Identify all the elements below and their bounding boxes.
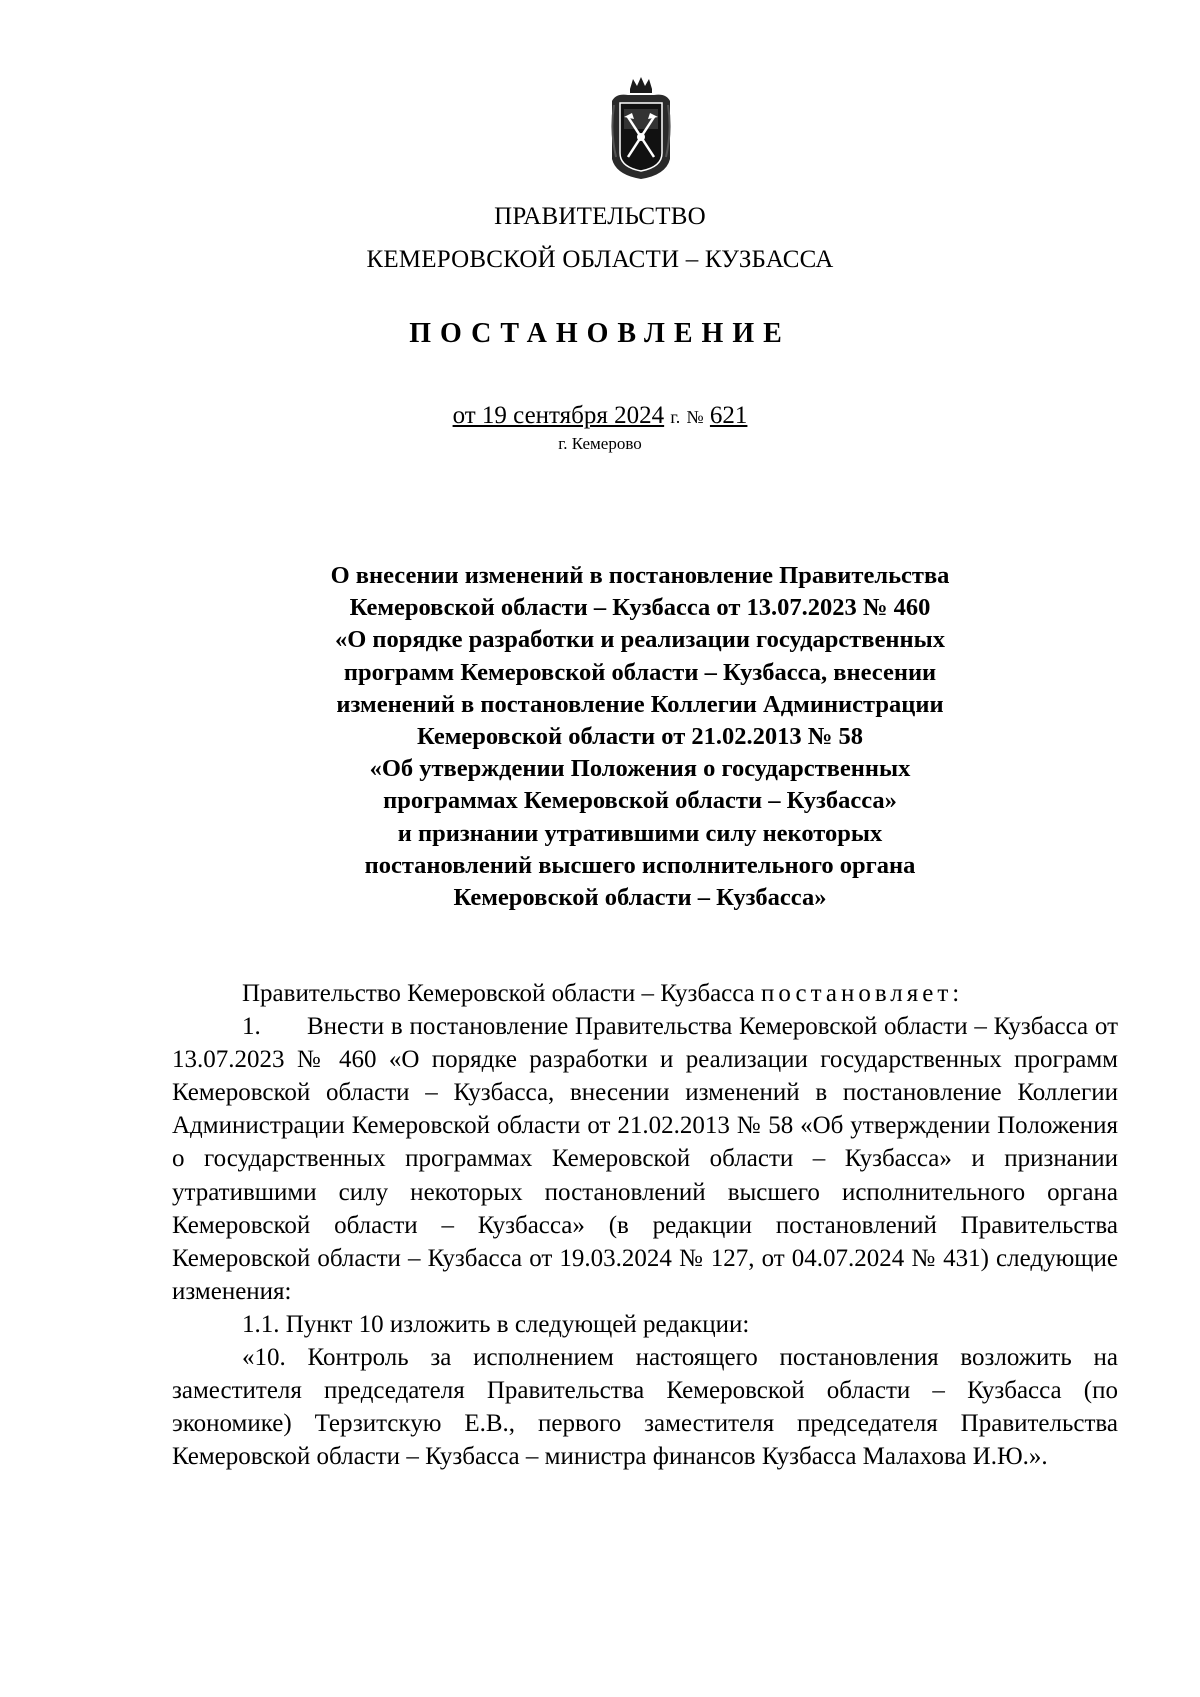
title-line: программах Кемеровской области – Кузбасса» bbox=[383, 787, 897, 815]
item-1-paragraph bbox=[172, 1010, 1118, 1308]
document-body bbox=[172, 977, 1118, 1473]
city: г. Кемерово bbox=[558, 434, 642, 453]
item-1-number: 1. bbox=[242, 1013, 261, 1041]
document-date: от 19 сентября 2024 bbox=[452, 402, 665, 429]
title-line: Кемеровской области от 21.02.2013 № 58 bbox=[417, 723, 863, 751]
date-number-line bbox=[0, 402, 1200, 430]
year-suffix: г. bbox=[670, 407, 681, 427]
intro-paragraph bbox=[172, 977, 1118, 1010]
title-line: Кемеровской области – Кузбасса» bbox=[453, 884, 827, 912]
document-title bbox=[260, 560, 1020, 914]
title-line: «О порядке разработки и реализации государственных bbox=[335, 626, 945, 654]
number-sign: № bbox=[686, 407, 704, 427]
org-name-line-2: КЕМЕРОВСКОЙ ОБЛАСТИ – КУЗБАССА bbox=[366, 246, 834, 273]
title-line: программ Кемеровской области – Кузбасса, внесении bbox=[343, 658, 937, 686]
title-line: «Об утверждении Положения о государственных bbox=[369, 755, 911, 783]
title-line: изменений в постановление Коллегии Администрации bbox=[336, 690, 944, 718]
item-1-text: Внести в постановление Правительства Кемеровской области – Кузбасса от 13.07.2023 № 460 «О порядке разработки и реализации государственных программ Кемеровской области – Кузбасса, внесении изменений в постановление Коллегии Администрации Кемеровской области от 21.02.2013 № 58 «Об утверждении Положения о государственных программах Кемеровской области – Кузбасса» и признании утратившими силу некоторых постановлений высшего исполнительного органа Кемеровской области – Кузбасса» (в редакции постановлений Правительства Кемеровской области – Кузбасса от 19.03.2024 № 127, от 04.07.2024 № 431) следующие изменения: bbox=[172, 1013, 1118, 1305]
item-1-1-paragraph: 1.1. Пункт 10 изложить в следующей редакции: bbox=[242, 1310, 750, 1338]
org-name-line-1: ПРАВИТЕЛЬСТВО bbox=[494, 203, 706, 230]
intro-verb: постановляет: bbox=[761, 980, 964, 1007]
document-type: ПОСТАНОВЛЕНИЕ bbox=[409, 318, 791, 349]
intro-text: Правительство Кемеровской области – Кузбасса bbox=[242, 980, 762, 1007]
item-1-1-quote: «10. Контроль за исполнением настоящего постановления возложить на заместителя председателя Правительства Кемеровской области – Кузбасса (по экономике) Терзитскую Е.В., первого заместителя председателя Правительства Кемеровской области – Кузбасса – министра финансов Кузбасса Малахова И.Ю.». bbox=[172, 1344, 1118, 1471]
title-line: Кемеровской области – Кузбасса от 13.07.2023 № 460 bbox=[349, 594, 931, 622]
title-line: постановлений высшего исполнительного органа bbox=[364, 851, 916, 879]
title-line: и признании утратившими силу некоторых bbox=[397, 819, 883, 847]
title-line: О внесении изменений в постановление Правительства bbox=[330, 562, 950, 589]
coat-of-arms-icon bbox=[606, 75, 676, 183]
document-number: 621 bbox=[709, 402, 748, 429]
